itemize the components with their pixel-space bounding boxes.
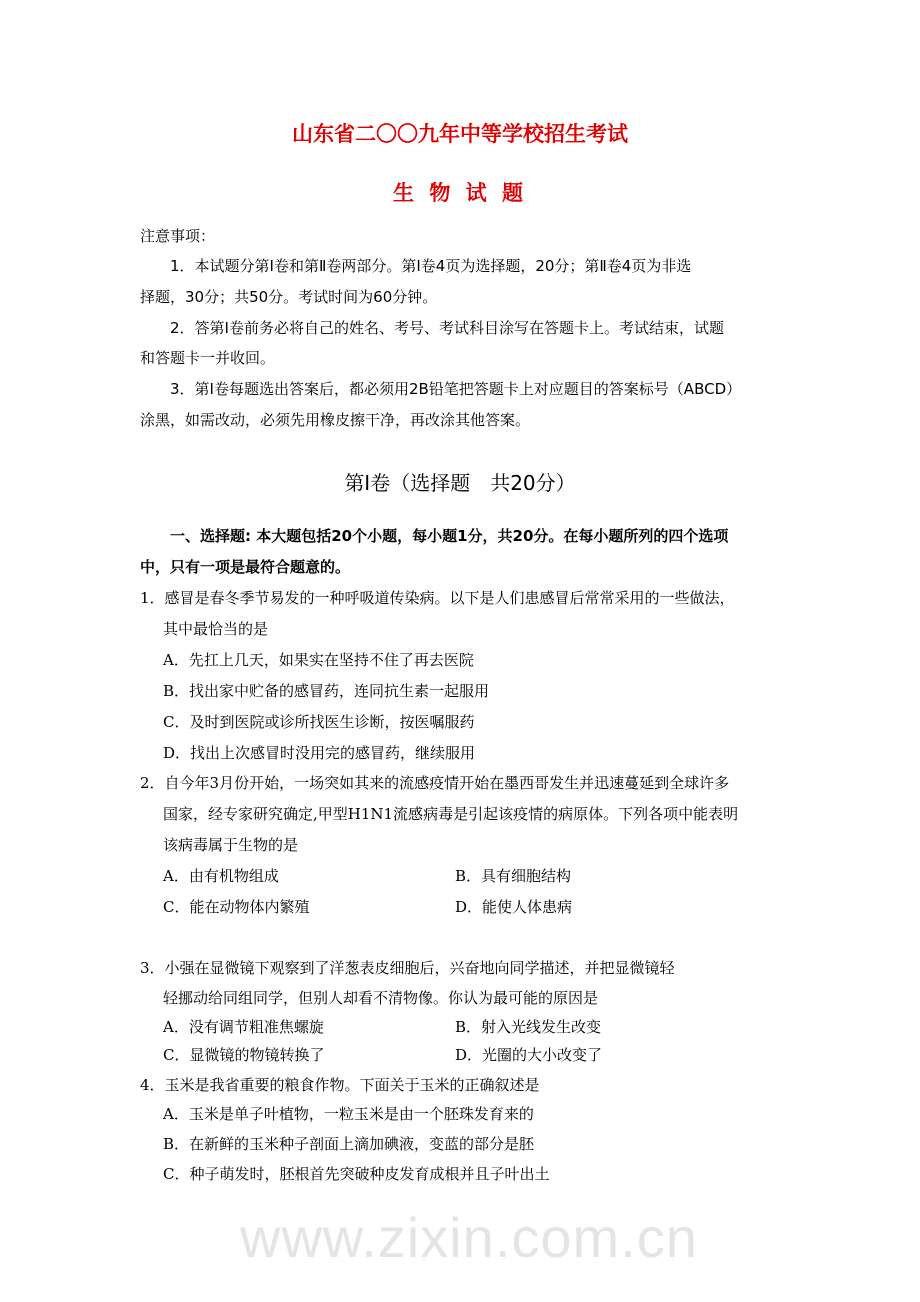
section-heading: 第Ⅰ卷（选择题 共20分） (344, 471, 576, 495)
question-1-stem: 其中最恰当的是 (163, 620, 269, 638)
exam-title: 山东省二〇〇九年中等学校招生考试 (292, 122, 628, 146)
question-4-option-c: C．种子萌发时，胚根首先突破种皮发育成根并且子叶出土 (163, 1165, 550, 1183)
question-1-option-a: A．先扛上几天，如果实在坚持不住了再去医院 (163, 651, 474, 669)
notice-line: 3．第Ⅰ卷每题选出答案后，都必须用2B铅笔把答题卡上对应题目的答案标号（ABCD） (170, 380, 742, 398)
question-2-stem: 国家，经专家研究确定,甲型H1N1流感病毒是引起该疫情的病原体。下列各项中能表明 (163, 805, 739, 823)
question-3-stem: 轻挪动给同组同学，但别人却看不清物像。你认为最可能的原因是 (163, 989, 599, 1007)
exam-subtitle: 生 物 试 题 (393, 181, 527, 205)
instructions: 中，只有一项是最符合题意的。 (140, 558, 351, 576)
question-2-option-d: D．能使人体患病 (455, 898, 573, 916)
question-4-option-a: A．玉米是单子叶植物，一粒玉米是由一个胚珠发育来的 (163, 1105, 534, 1123)
notice-line: 2．答第Ⅰ卷前务必将自己的姓名、考号、考试科目涂写在答题卡上。考试结束，试题 (170, 319, 724, 337)
question-2-option-b: B．具有细胞结构 (455, 867, 572, 885)
question-4-stem: 4．玉米是我省重要的粮食作物。下面关于玉米的正确叙述是 (140, 1076, 540, 1094)
notice-heading: 注意事项： (140, 227, 216, 245)
question-1-option-c: C．及时到医院或诊所找医生诊断，按医嘱服药 (163, 713, 475, 731)
question-2-stem: 2．自今年3月份开始，一场突如其来的流感疫情开始在墨西哥发生并迅速蔓延到全球许多 (140, 774, 730, 792)
question-3-option-a: A．没有调节粗准焦螺旋 (163, 1018, 324, 1036)
instructions: 一、选择题: 本大题包括20个小题，每小题1分，共20分。在每小题所列的四个选项 (170, 527, 729, 545)
question-2-stem: 该病毒属于生物的是 (163, 836, 299, 854)
question-1-option-d: D．找出上次感冒时没用完的感冒药，继续服用 (163, 744, 476, 762)
question-4-option-b: B．在新鲜的玉米种子剖面上滴加碘液，变蓝的部分是胚 (163, 1135, 535, 1153)
question-2-option-a: A．由有机物组成 (163, 867, 279, 885)
watermark: www.zixin.com.cn (240, 1206, 698, 1269)
notice-line: 涂黑，如需改动，必须先用橡皮擦干净，再改涂其他答案。 (140, 411, 531, 429)
notice-line: 择题，30分；共50分。考试时间为60分钟。 (140, 288, 438, 306)
question-3-stem: 3．小强在显微镜下观察到了洋葱表皮细胞后，兴奋地向同学描述，并把显微镜轻 (140, 959, 675, 977)
question-3-option-b: B．射入光线发生改变 (455, 1018, 602, 1036)
question-3-option-d: D．光圈的大小改变了 (455, 1046, 603, 1064)
question-2-option-c: C．能在动物体内繁殖 (163, 898, 310, 916)
question-1-stem: 1．感冒是春冬季节易发的一种呼吸道传染病。以下是人们患感冒后常常采用的一些做法， (140, 589, 735, 607)
question-3-option-c: C．显微镜的物镜转换了 (163, 1046, 325, 1064)
notice-line: 和答题卡一并收回。 (140, 349, 276, 367)
question-1-option-b: B．找出家中贮备的感冒药，连同抗生素一起服用 (163, 682, 490, 700)
notice-line: 1．本试题分第Ⅰ卷和第Ⅱ卷两部分。第Ⅰ卷4页为选择题，20分；第Ⅱ卷4页为非选 (170, 257, 692, 275)
